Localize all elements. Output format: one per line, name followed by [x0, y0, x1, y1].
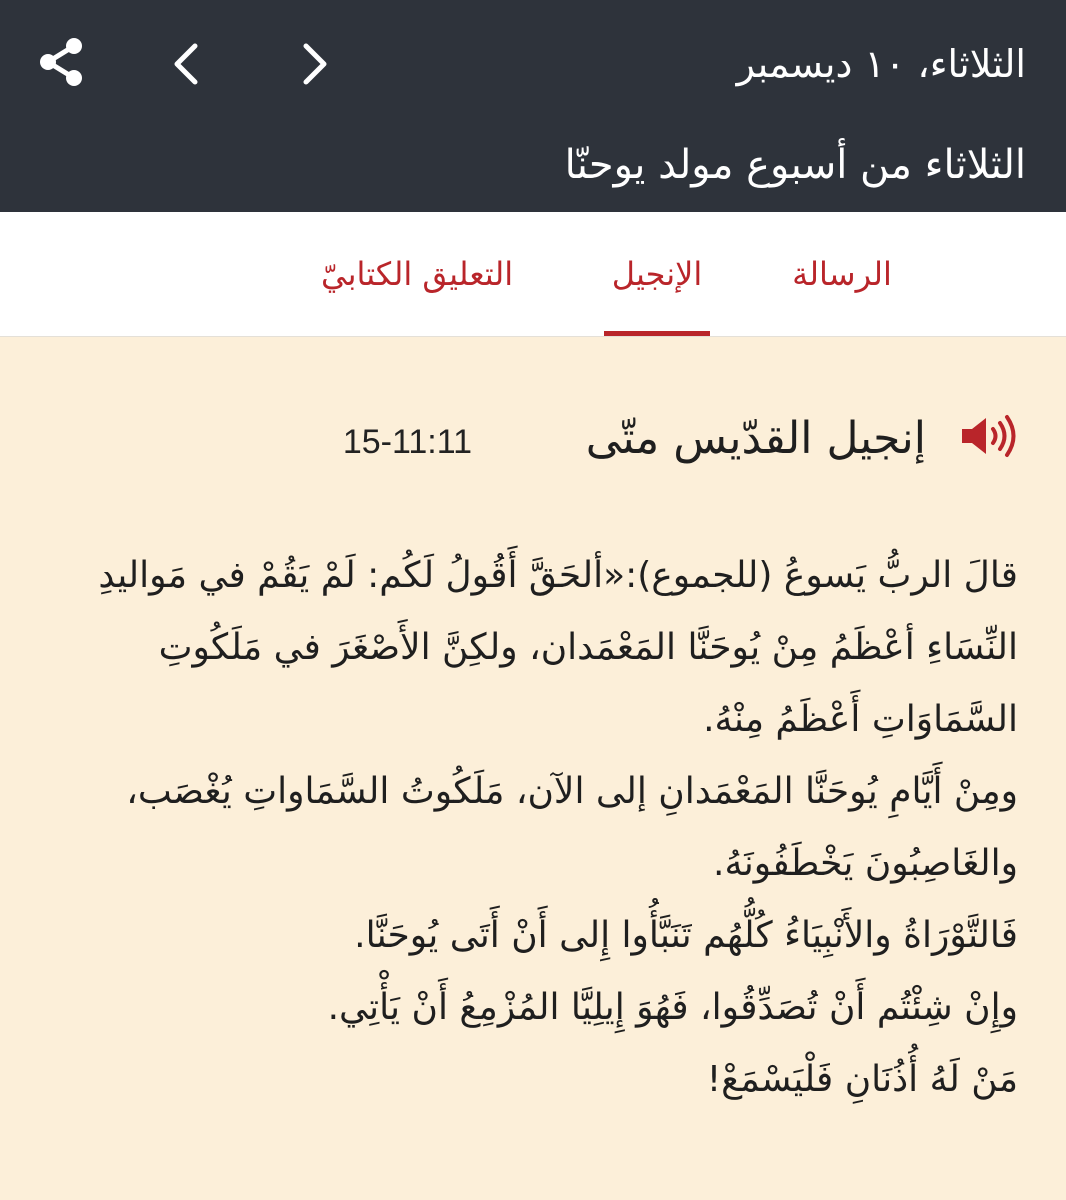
passage-paragraph: فَالتَّوْرَاةُ والأَنْبِيَاءُ كُلُّهُم تَنَبَّأُوا إِلى أَنْ أَتَى يُوحَنَّا.	[354, 915, 1018, 956]
passage-paragraph: وإِنْ شِئْتُم أَنْ تُصَدِّقُوا، فَهُوَ إِيلِيَّا المُزْمِعُ أَنْ يَأْتِي.	[327, 987, 1018, 1028]
reading-title: إنجيل القدّيس متّى	[585, 413, 926, 464]
next-day-button[interactable]	[282, 32, 346, 96]
active-tab-indicator	[604, 331, 710, 336]
tab-epistle[interactable]	[794, 212, 890, 336]
share-button[interactable]	[30, 30, 94, 94]
passage-paragraph: مَنْ لَهُ أُذُنَانِ فَلْيَسْمَعْ!	[706, 1059, 1018, 1100]
header-date: الثلاثاء، ١٠ ديسمبر	[736, 42, 1026, 86]
header-subtitle: الثلاثاء من أسبوع مولد يوحنّا	[564, 142, 1026, 188]
reading-passage	[38, 540, 1018, 1116]
chevron-right-icon	[294, 40, 334, 88]
tab-label: التعليق الكتابيّ	[320, 255, 514, 293]
chevron-left-icon	[167, 40, 207, 88]
reading-reference: 15-11:11	[342, 423, 472, 461]
passage-paragraph: ومِنْ أَيَّامِ يُوحَنَّا المَعْمَدانِ إلى الآن، مَلَكُوتُ السَّمَاواتِ يُغْصَب، والغَاصِبُونَ يَخْطَفُونَهُ.	[126, 771, 1018, 884]
tab-label: الإنجيل	[611, 255, 703, 293]
app-header	[0, 0, 1066, 212]
previous-day-button[interactable]	[155, 32, 219, 96]
reading-tabs	[0, 212, 1066, 337]
tab-label: الرسالة	[792, 255, 892, 293]
reading-header	[42, 408, 1022, 472]
passage-paragraph: قالَ الربُّ يَسوعُ (للجموع):«ألحَقَّ أَقُولُ لَكُم: لَمْ يَقُمْ في مَواليدِ النِّسَاءِ أعْظَمُ مِنْ يُوحَنَّا المَعْمَدان، ولكِنَّ الأَصْغَرَ في مَلَكُوتِ السَّمَاوَاتِ أَعْظَمُ مِنْهُ.	[98, 555, 1018, 740]
tab-commentary[interactable]	[312, 212, 522, 336]
speaker-icon	[958, 412, 1022, 460]
tab-gospel[interactable]	[604, 212, 710, 336]
share-icon	[34, 34, 90, 90]
play-audio-button[interactable]	[958, 412, 1022, 460]
